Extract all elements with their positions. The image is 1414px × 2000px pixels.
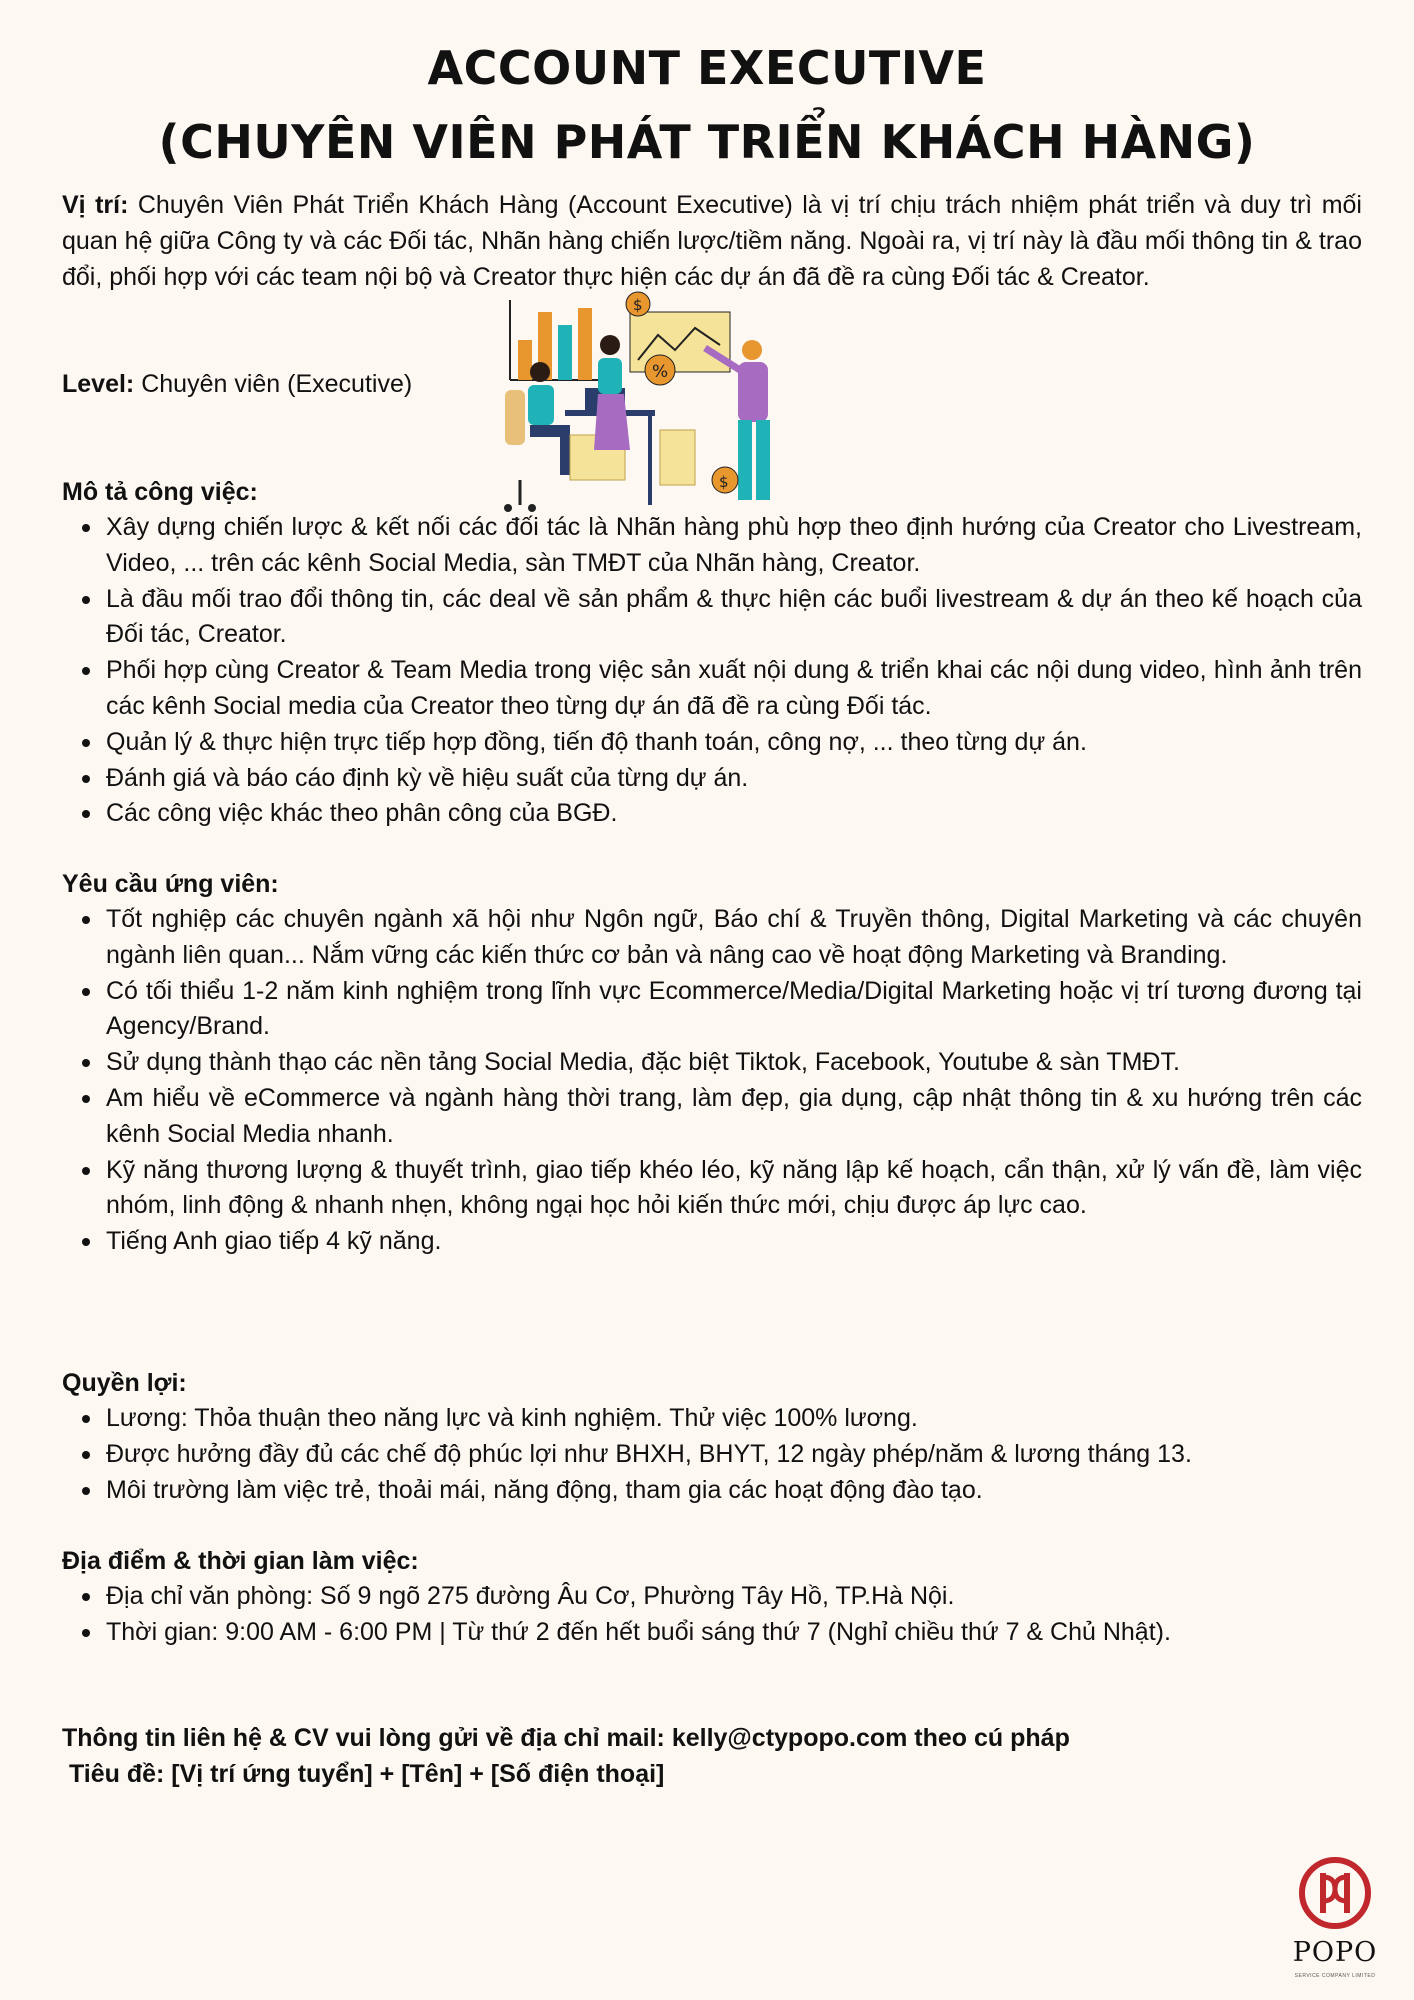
level-line	[62, 366, 412, 402]
bullet-icon	[82, 916, 90, 924]
bullet-icon	[82, 667, 90, 675]
bullet-icon	[82, 739, 90, 747]
list-item: Tốt nghiệp các chuyên ngành xã hội như Ngôn ngữ, Báo chí & Truyền thông, Digital Marketing và các chuyên ngành liên quan... Nắm vững các kiến thức cơ bản và nâng cao về hoạt động Marketing và Branding.	[62, 902, 1362, 974]
list-item: Sử dụng thành thạo các nền tảng Social Media, đặc biệt Tiktok, Facebook, Youtube & sàn TMĐT.	[62, 1045, 1362, 1081]
popo-logo	[1290, 1855, 1380, 1985]
position-label: Vị trí:	[62, 191, 129, 219]
benefits-list	[62, 1401, 1362, 1508]
job-description-heading: Mô tả công việc:	[62, 478, 258, 506]
list-item: Được hưởng đầy đủ các chế độ phúc lợi như BHXH, BHYT, 12 ngày phép/năm & lương tháng 13.	[62, 1437, 1362, 1473]
logo-subtitle: SERVICE COMPANY LIMITED	[1294, 1973, 1376, 1979]
level-label: Level:	[62, 370, 135, 398]
logo-name: POPO	[1292, 1937, 1378, 1968]
requirements-list	[62, 902, 1362, 1260]
location-heading: Địa điểm & thời gian làm việc:	[62, 1547, 419, 1575]
svg-text:$: $	[633, 296, 643, 314]
list-item: Lương: Thỏa thuận theo năng lực và kinh nghiệm. Thử việc 100% lương.	[62, 1401, 1362, 1437]
list-item: Có tối thiểu 1-2 năm kinh nghiệm trong lĩnh vực Ecommerce/Media/Digital Marketing hoặc vị trí tương đương tại Agency/Brand.	[62, 974, 1362, 1046]
list-item: Đánh giá và báo cáo định kỳ về hiệu suất của từng dự án.	[62, 761, 1362, 797]
list-item: Các công việc khác theo phân công của BGĐ.	[62, 796, 1362, 832]
list-item: Địa chỉ văn phòng: Số 9 ngõ 275 đường Âu Cơ, Phường Tây Hồ, TP.Hà Nội.	[62, 1579, 1362, 1615]
bullet-icon	[82, 1415, 90, 1423]
business-team-illustration	[490, 290, 810, 515]
bullet-icon	[82, 1167, 90, 1175]
bullet-icon	[82, 1059, 90, 1067]
location-list	[62, 1579, 1362, 1651]
bullet-icon	[82, 596, 90, 604]
popo-logo-icon	[1290, 1855, 1380, 1935]
list-item: Quản lý & thực hiện trực tiếp hợp đồng, tiến độ thanh toán, công nợ, ... theo từng dự án.	[62, 725, 1362, 761]
bullet-icon	[82, 1629, 90, 1637]
bullet-icon	[82, 1593, 90, 1601]
list-item: Tiếng Anh giao tiếp 4 kỹ năng.	[62, 1224, 1362, 1260]
list-item: Phối hợp cùng Creator & Team Media trong việc sản xuất nội dung & triển khai các nội dung video, hình ảnh trên các kênh Social media của Creator theo từng dự án đã đề ra cùng Đối tác.	[62, 653, 1362, 725]
bullet-icon	[82, 1095, 90, 1103]
list-item: Là đầu mối trao đổi thông tin, các deal về sản phẩm & thực hiện các buổi livestream & dự án theo kế hoạch của Đối tác, Creator.	[62, 582, 1362, 654]
list-item: Xây dựng chiến lược & kết nối các đối tác là Nhãn hàng phù hợp theo định hướng của Creator cho Livestream, Video, ... trên các kênh Social Media, sàn TMĐT của Nhãn hàng, Creator.	[62, 510, 1362, 582]
position-text: Chuyên Viên Phát Triển Khách Hàng (Account Executive) là vị trí chịu trách nhiệm phát triển và duy trì mối quan hệ giữa Công ty và các Đối tác, Nhãn hàng chiến lược/tiềm năng. Ngoài ra, vị trí này là đầu mối thông tin & trao đổi, phối hợp với các team nội bộ và Creator thực hiện các dự án đã đề ra cùng Đối tác & Creator.	[62, 191, 1362, 291]
svg-text:$: $	[719, 473, 729, 491]
bullet-icon	[82, 775, 90, 783]
bullet-icon	[82, 1238, 90, 1246]
position-intro	[62, 188, 1362, 295]
job-description-list	[62, 510, 1362, 832]
requirements-heading: Yêu cầu ứng viên:	[62, 870, 279, 898]
benefits-heading: Quyền lợi:	[62, 1369, 187, 1397]
list-item: Thời gian: 9:00 AM - 6:00 PM | Từ thứ 2 đến hết buổi sáng thứ 7 (Nghỉ chiều thứ 7 & Chủ Nhật).	[62, 1615, 1362, 1651]
list-item: Môi trường làm việc trẻ, thoải mái, năng động, tham gia các hoạt động đào tạo.	[62, 1473, 1362, 1509]
bullet-icon	[82, 1451, 90, 1459]
level-value: Chuyên viên (Executive)	[134, 370, 413, 398]
page-subtitle: (CHUYÊN VIÊN PHÁT TRIỂN KHÁCH HÀNG)	[158, 115, 1256, 169]
bullet-icon	[82, 810, 90, 818]
bullet-icon	[82, 988, 90, 996]
contact-subject-format: Tiêu đề: [Vị trí ứng tuyển] + [Tên] + [Số điện thoại]	[62, 1760, 665, 1788]
svg-text:%: %	[652, 362, 669, 382]
list-item: Am hiểu về eCommerce và ngành hàng thời trang, làm đẹp, gia dụng, cập nhật thông tin & xu hướng trên các kênh Social Media nhanh.	[62, 1081, 1362, 1153]
bullet-icon	[82, 524, 90, 532]
contact-info: Thông tin liên hệ & CV vui lòng gửi về địa chỉ mail: kelly@ctypopo.com theo cú pháp	[62, 1724, 1070, 1752]
page-title: ACCOUNT EXECUTIVE	[427, 41, 987, 95]
bullet-icon	[82, 1487, 90, 1495]
list-item: Kỹ năng thương lượng & thuyết trình, giao tiếp khéo léo, kỹ năng lập kế hoạch, cẩn thận, xử lý vấn đề, làm việc nhóm, linh động & nhanh nhẹn, không ngại học hỏi kiến thức mới, chịu được áp lực cao.	[62, 1153, 1362, 1225]
